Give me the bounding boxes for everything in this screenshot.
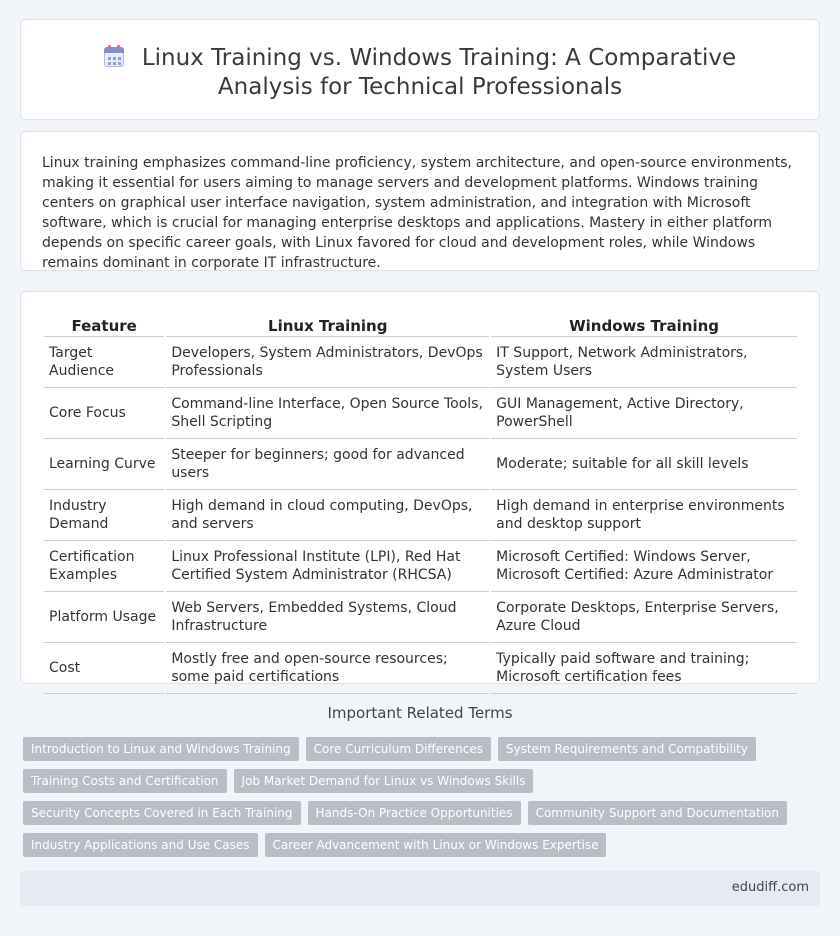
cell-windows: IT Support, Network Administrators, System Users — [491, 337, 797, 388]
cell-linux: Command-line Interface, Open Source Tools, Shell Scripting — [166, 388, 489, 439]
related-term-link[interactable]: Core Curriculum Differences — [306, 737, 491, 761]
cell-windows: Corporate Desktops, Enterprise Servers, Azure Cloud — [491, 592, 797, 643]
header-card — [20, 19, 820, 120]
related-term-link[interactable]: Industry Applications and Use Cases — [23, 833, 258, 857]
comparison-card — [20, 291, 820, 684]
cell-feature: Target Audience — [44, 337, 164, 388]
related-terms-title: Important Related Terms — [327, 704, 513, 722]
page-title-wrap — [21, 44, 819, 102]
cell-windows: Microsoft Certified: Windows Server, Microsoft Certified: Azure Administrator — [491, 541, 797, 592]
related-terms-list — [23, 737, 813, 857]
cell-windows: High demand in enterprise environments and desktop support — [491, 490, 797, 541]
intro-card — [20, 131, 820, 271]
cell-linux: Linux Professional Institute (LPI), Red Hat Certified System Administrator (RHCSA) — [166, 541, 489, 592]
cell-linux: Mostly free and open-source resources; some paid certifications — [166, 643, 489, 694]
table-row — [44, 541, 797, 592]
related-term-link[interactable]: Career Advancement with Linux or Windows Expertise — [265, 833, 607, 857]
page-title: Linux Training vs. Windows Training: A Comparative Analysis for Technical Professionals — [141, 45, 737, 100]
cell-linux: Developers, System Administrators, DevOps Professionals — [166, 337, 489, 388]
header-windows: Windows Training — [491, 314, 797, 337]
table-row — [44, 490, 797, 541]
related-term-link[interactable]: System Requirements and Compatibility — [498, 737, 756, 761]
header-linux: Linux Training — [166, 314, 489, 337]
related-term-link[interactable]: Training Costs and Certification — [23, 769, 227, 793]
cell-windows: Typically paid software and training; Microsoft certification fees — [491, 643, 797, 694]
related-term-link[interactable]: Introduction to Linux and Windows Training — [23, 737, 299, 761]
cell-feature: Core Focus — [44, 388, 164, 439]
footer-site: edudiff.com — [731, 880, 809, 895]
footer — [20, 871, 820, 906]
cell-linux: High demand in cloud computing, DevOps, and servers — [166, 490, 489, 541]
cell-windows: GUI Management, Active Directory, PowerShell — [491, 388, 797, 439]
header-feature: Feature — [44, 314, 164, 337]
cell-feature: Learning Curve — [44, 439, 164, 490]
calendar-icon — [104, 47, 124, 67]
related-term-link[interactable]: Hands-On Practice Opportunities — [308, 801, 521, 825]
cell-feature: Platform Usage — [44, 592, 164, 643]
table-row — [44, 439, 797, 490]
related-term-link[interactable]: Job Market Demand for Linux vs Windows Skills — [234, 769, 534, 793]
table-header-row — [44, 314, 797, 337]
table-row — [44, 337, 797, 388]
cell-linux: Web Servers, Embedded Systems, Cloud Infrastructure — [166, 592, 489, 643]
cell-feature: Industry Demand — [44, 490, 164, 541]
related-term-link[interactable]: Community Support and Documentation — [528, 801, 787, 825]
table-body — [44, 337, 797, 694]
related-term-link[interactable]: Security Concepts Covered in Each Training — [23, 801, 301, 825]
cell-feature: Cost — [44, 643, 164, 694]
comparison-table — [42, 314, 799, 694]
cell-windows: Moderate; suitable for all skill levels — [491, 439, 797, 490]
table-row — [44, 643, 797, 694]
table-row — [44, 388, 797, 439]
cell-linux: Steeper for beginners; good for advanced users — [166, 439, 489, 490]
cell-feature: Certification Examples — [44, 541, 164, 592]
table-row — [44, 592, 797, 643]
intro-text: Linux training emphasizes command-line proficiency, system architecture, and open-source environments, making it essential for users aiming to manage servers and development platforms. Windows training centers on graphical user interface navigation, system administration, and integration with Microsoft software, which is crucial for managing enterprise desktops and applications. Mastery in either platform depends on specific career goals, with Linux favored for cloud and development roles, while Windows remains dominant in corporate IT infrastructure. — [42, 155, 792, 271]
